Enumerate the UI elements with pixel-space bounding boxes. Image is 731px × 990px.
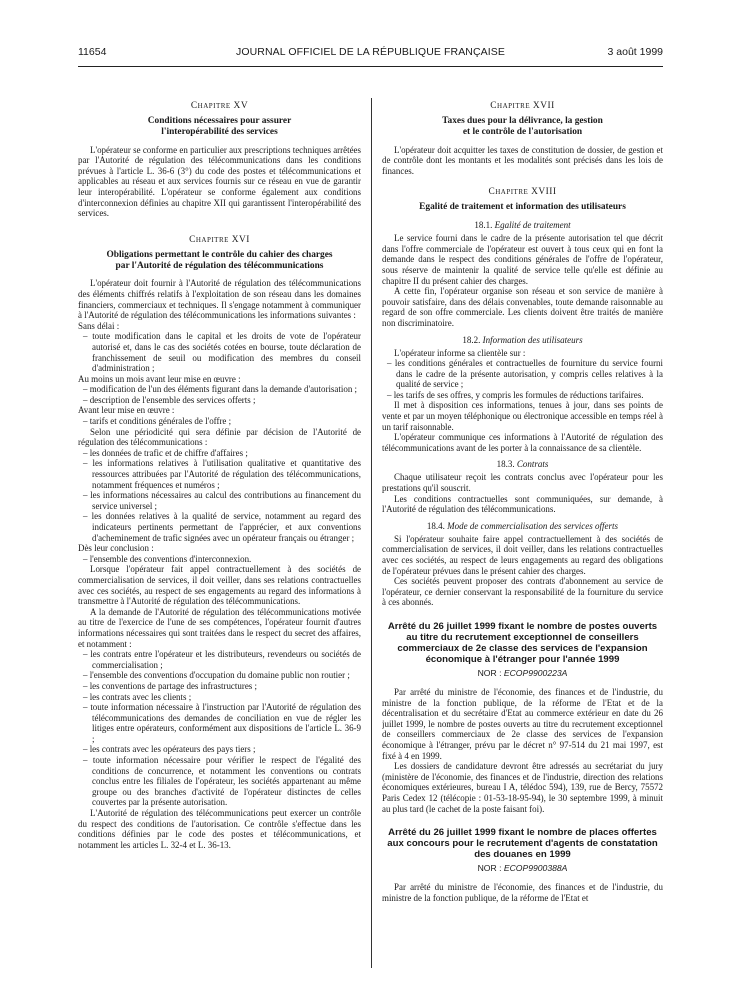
list-item: – les conditions générales et contractuelles de fourniture du service fourni dans le cadre de la présente autorisation, y compris celles relatives à la qualité de service ; (382, 358, 663, 390)
page-number: 11654 (78, 46, 107, 58)
list-item: – les contrats entre l'opérateur et les distributeurs, revendeurs ou sociétés de commercialisation ; (78, 649, 361, 670)
chapter-xvi-label: Chapitre XVI (189, 234, 250, 245)
list-item: – l'ensemble des conventions d'occupation du domaine public non routier ; (78, 670, 361, 681)
section-18-2-paragraph-2: Il met à disposition ces informations, tenues à jour, dans ses points de vente et par un moyen téléphonique ou électronique accessible en temps réel à un tarif raisonnable. (382, 400, 663, 432)
list-conclusion (78, 554, 361, 565)
paragraph-controle: L'Autorité de régulation des télécommunications peut exercer un contrôle du respect des conditions de l'autorisation. Ce contrôle s'effectue dans les conditions définies par le code des postes et télécommunications, et notamment les articles L. 32-4 et L. 36-13. (78, 808, 361, 850)
arrete-2-nor (382, 863, 663, 873)
list-item: – modification de l'un des éléments figurant dans la demande d'autorisation ; (78, 384, 361, 395)
section-number: 18.1. (474, 220, 493, 231)
chapter-xv-label: Chapitre XV (190, 101, 249, 111)
arrete-1-paragraph-2: Les dossiers de candidature devront être adressés au secrétariat du jury (ministère de l'économie, des finances et de l'industrie, direction des relations économiques extérieures, bureau I A, télédoc 594), 139, rue de Bercy, 75572 Paris Cedex 12 (télécopie : 01-53-18-95-94), le 30 septembre 1999, à minuit au plus tard (le cachet de la poste faisant foi). (382, 761, 663, 814)
section-title: Mode de commercialisation des services offerts (447, 520, 619, 531)
chapter-xvi-title (78, 250, 361, 272)
chapter-xv-title-line1: Conditions nécessaires pour assurer (147, 116, 292, 126)
chapter-xv-title-line2: l'interopérabilité des services (161, 126, 278, 137)
section-18-4-paragraph-2: Ces sociétés peuvent proposer des contrats d'abonnement au service de l'opérateur, ce dernier conservant la responsabilité de la fourniture du service à ces abonnés. (382, 576, 663, 608)
list-information (382, 358, 663, 400)
section-18-3-heading (382, 459, 663, 469)
arrete-2-paragraph-1: Par arrêté du ministre de l'économie, des finances et de l'industrie, du ministre de la fonction publique, de la réforme de l'Etat et (382, 882, 663, 903)
column-divider (371, 98, 372, 968)
nor-code: ECOP9900223A (503, 667, 568, 678)
section-title: Egalité de traitement (494, 220, 571, 231)
chapter-xvi-intro: L'opérateur doit fournir à l'Autorité de régulation des télécommunications des éléments chiffrés relatifs à l'exploitation de son réseau dans les domaines financiers, commerciaux et techniques. Il s'engage notamment à communiquer à l'Autorité de régulation des télécommunications les informations suivantes : (78, 278, 361, 321)
section-18-4-paragraph-1: Si l'opérateur souhaite faire appel contractuellement à des sociétés de commercialisation de services, il doit veiller, dans les relations contractuelles avec ces sociétés, au respect de leurs engagements au regard des obligations de l'opérateur prévues dans le présent cahier des charges. (382, 533, 663, 576)
section-18-3-paragraph-1: Chaque utilisateur reçoit les contrats conclus avec l'opérateur pour les prestations qu'il souscrit. (382, 472, 663, 494)
section-18-2-heading (382, 335, 663, 345)
paragraph-lorsque: Lorsque l'opérateur fait appel contractuellement à des sociétés de commercialisation de services, il doit veiller, dans ses relations contractuelles avec ces sociétés, au respect de ses engagements au regard des informations à transmettre à l'Autorité de régulation des télécommunications. (78, 564, 361, 607)
journal-title: JOURNAL OFFICIEL DE LA RÉPUBLIQUE FRANÇAISE (236, 46, 505, 58)
chapter-xviii-title: Egalité de traitement et information des utilisateurs (419, 202, 626, 213)
list-sans-delai (78, 331, 361, 373)
issue-date: 3 août 1999 (607, 46, 663, 58)
list-item: – les données relatives à la qualité de service, notamment au regard des indicateurs pertinents permettant de l'apprécier, et aux conventions d'acheminement de trafic signées avec un opérateur français ou étranger ; (78, 511, 361, 543)
chapter-xv-title (78, 116, 361, 138)
chapter-xvii-title (382, 116, 663, 138)
page-header (78, 46, 663, 62)
section-18-1-paragraph-1: Le service fourni dans le cadre de la présente autorisation tel que décrit dans l'offre commerciale de l'opérateur est ouvert à tous ceux qui en font la demande dans le respect des conditions générales de l'offre de l'opérateur, sous réserve de maintenir la qualité de service telle qu'elle est définie au chapitre II du présent cahier des charges. (382, 233, 663, 286)
chapter-xvii-title-line1: Taxes dues pour la délivrance, la gestion (442, 116, 603, 126)
chapter-xv-paragraph: L'opérateur se conforme en particulier aux prescriptions techniques arrêtées par l'Autorité de régulation des télécommunications dans les conditions prévues à l'article L. 36-6 (3°) du code des postes et télécommunications et applicables au réseau et aux services fournis sur ce réseau en vue de garantir leur interopérabilité. L'opérateur se conforme également aux conditions d'interconnexion définies au chapitre XII qui garantissent l'interopérabilité des services. (78, 144, 361, 219)
section-18-2-intro: L'opérateur informe sa clientèle sur : (394, 347, 526, 358)
list-item: – les données de trafic et de chiffre d'affaires ; (78, 448, 361, 459)
list-item: – les informations relatives à l'utilisation qualitative et quantitative des ressources attribuées par l'Autorité de régulation des télécommunications, notamment fréquences et numéros ; (78, 458, 361, 490)
list-avant (78, 416, 361, 427)
section-title: Contrats (516, 459, 549, 470)
list-heading-au-moins: Au moins un mois avant leur mise en œuvre : (78, 373, 241, 384)
list-item: – les conventions de partage des infrastructures ; (78, 681, 361, 692)
chapter-xvi-title-line2: par l'Autorité de régulation des télécommunications (115, 260, 324, 271)
list-item: – toute modification dans le capital et les droits de vote de l'opérateur autorisé et, dans le cas des sociétés cotées en bourse, toute déclaration de franchissement de seuil ou modification des membres du conseil d'administration ; (78, 331, 361, 373)
section-number: 18.3. (496, 459, 515, 470)
section-18-3-paragraph-2: Les conditions contractuelles sont communiquées, sur demande, à l'Autorité de régulation des télécommunications. (382, 493, 663, 515)
section-18-1-heading (382, 220, 663, 230)
list-heading-sans-delai: Sans délai : (78, 320, 120, 331)
section-number: 18.4. (426, 520, 445, 531)
chapter-xvii-label: Chapitre XVII (490, 101, 555, 111)
list-selon (78, 448, 361, 543)
list-item: – les tarifs de ses offres, y compris les formules de réductions tarifaires. (382, 390, 663, 401)
arrete-1-title: Arrêté du 26 juillet 1999 fixant le nombre de postes ouverts au titre du recrutement exceptionnel de conseillers commerciaux de 2e classe des services de l'expansion économique à l'étranger pour l'année 1999 (387, 620, 658, 665)
nor-label: NOR : (477, 667, 502, 678)
list-au-moins (78, 384, 361, 405)
list-item: – toute information nécessaire à l'instruction par l'Autorité de régulation des télécommunications des demandes de conciliation en vue de régler les litiges entre opérateurs, conformément aux dispositions de l'article L. 36-9 ; (78, 702, 361, 744)
section-18-1-paragraph-2: A cette fin, l'opérateur organise son réseau et son service de manière à pouvoir satisfaire, dans des délais convenables, toute demande raisonnable au regard de son offre commerciale. Les clients doivent être traités de manière non discriminatoire. (382, 286, 663, 328)
nor-label: NOR : (477, 863, 502, 874)
list-heading-avant: Avant leur mise en œuvre : (78, 405, 175, 416)
nor-code: ECOP9900388A (503, 863, 568, 874)
list-item: – description de l'ensemble des services offerts ; (78, 395, 361, 406)
chapter-xvii-paragraph: L'opérateur doit acquitter les taxes de constitution de dossier, de gestion et de contrôle dont les montants et les modalités sont précisés dans les lois de finances. (382, 144, 663, 176)
list-item: – tarifs et conditions générales de l'offre ; (78, 416, 361, 427)
arrete-2-title: Arrêté du 26 juillet 1999 fixant le nombre de places offertes aux concours pour le recrutement d'agents de constatation des douanes en 1999 (387, 827, 658, 861)
list-heading-conclusion: Dès leur conclusion : (78, 543, 154, 554)
header-rule (78, 66, 663, 67)
chapter-xvii-title-line2: et le contrôle de l'autorisation (462, 126, 583, 137)
section-title: Information des utilisateurs (482, 334, 583, 345)
list-demande (78, 649, 361, 808)
paragraph-demande: A la demande de l'Autorité de régulation des télécommunications motivée au titre de l'exercice de l'une de ses compétences, l'opérateur fournit d'autres informations nécessaires qui sont traitées dans le respect du secret des affaires, et notamment : (78, 606, 361, 649)
section-18-4-heading (382, 521, 663, 531)
arrete-1-nor (382, 668, 663, 678)
list-item: – les contrats avec les opérateurs des pays tiers ; (78, 744, 361, 755)
chapter-xvi-title-line1: Obligations permettant le contrôle du cahier des charges (106, 249, 333, 260)
list-item: – toute information nécessaire pour vérifier le respect de l'égalité des conditions de concurrence, et notamment les conventions ou contrats conclus entre les filiales de l'opérateur, les sociétés appartenant au même groupe ou des branches d'activité de l'opérateur distinctes de celles couvertes par la présente autorisation. (78, 755, 361, 808)
list-item: – l'ensemble des conventions d'interconnexion. (78, 554, 361, 565)
right-column (382, 98, 663, 968)
arrete-1-paragraph-1: Par arrêté du ministre de l'économie, des finances et de l'industrie, du ministre de la fonction publique, de la réforme de l'Etat et de la décentralisation et du secrétaire d'Etat au commerce extérieur en date du 26 juillet 1999, le nombre de postes ouverts au titre du recrutement exceptionnel de conseillers commerciaux de 2e classe des services de l'expansion économique à l'étranger, prévu par le décret n° 97-514 du 21 mai 1997, est fixé à 4 en 1999. (382, 686, 663, 761)
section-18-2-paragraph-3: L'opérateur communique ces informations à l'Autorité de régulation des télécommunications avant de les porter à la connaissance de sa clientèle. (382, 432, 663, 453)
list-item: – les contrats avec les clients ; (78, 692, 361, 703)
left-column (78, 98, 361, 968)
list-item: – les informations nécessaires au calcul des contributions au financement du service universel ; (78, 490, 361, 511)
chapter-xviii-label: Chapitre XVIII (488, 187, 557, 198)
list-heading-selon: Selon une périodicité qui sera définie par décision de l'Autorité de régulation des télécommunications : (78, 426, 361, 448)
section-number: 18.2. (462, 334, 481, 345)
